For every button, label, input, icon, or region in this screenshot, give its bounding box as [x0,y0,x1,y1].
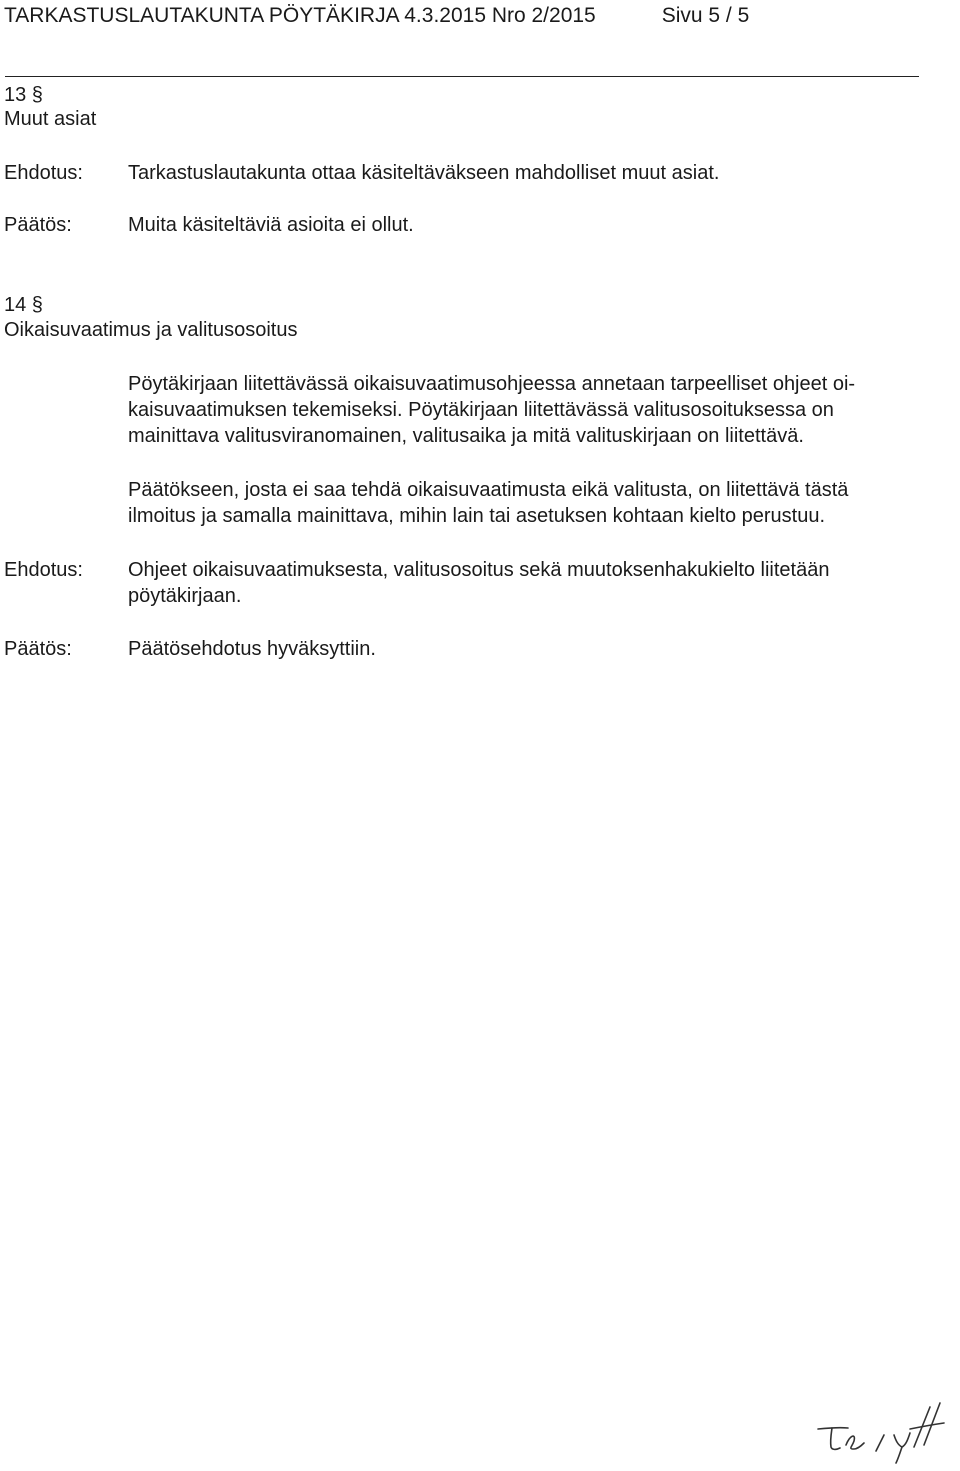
paragraph-line: Päätökseen, josta ei saa tehdä oikaisuvaatimusta eikä valitusta, on liitettävä tästä [128,479,849,501]
proposal-label: Ehdotus: [4,162,83,184]
section-number: 14 § [4,294,43,316]
paragraph-line: Pöytäkirjaan liitettävässä oikaisuvaatimusohjeessa annetaan tarpeelliset ohjeet oi- [128,373,856,395]
decision-text: Päätösehdotus hyväksyttiin. [128,638,376,660]
paragraph-line: ilmoitus ja samalla mainittava, mihin lain tai asetuksen kohtaan kielto perustuu. [128,505,826,527]
section-title: Muut asiat [4,108,97,130]
signature-initials-icon [810,1395,950,1465]
document-header [4,4,749,28]
document-title: TARKASTUSLAUTAKUNTA PÖYTÄKIRJA 4.3.2015 Nro 2/2015 [4,4,596,27]
paragraph-line: kaisuvaatimuksen tekemiseksi. Pöytäkirjaan liitettävässä valitusosoituksessa on [128,399,834,421]
proposal-text: Tarkastuslautakunta ottaa käsiteltäväkseen mahdolliset muut asiat. [128,162,720,184]
proposal-text-line: pöytäkirjaan. [128,585,242,607]
paragraph-line: mainittava valitusviranomainen, valitusaika ja mitä valituskirjaan on liitettävä. [128,425,804,447]
decision-label: Päätös: [4,214,72,236]
proposal-label: Ehdotus: [4,559,83,581]
section-title: Oikaisuvaatimus ja valitusosoitus [4,319,298,341]
proposal-text-line: Ohjeet oikaisuvaatimuksesta, valitusosoitus sekä muutoksenhakukielto liitetään [128,559,830,581]
decision-text: Muita käsiteltäviä asioita ei ollut. [128,214,414,236]
section-number: 13 § [4,84,43,106]
header-divider [5,76,919,77]
decision-label: Päätös: [4,638,72,660]
page-number: Sivu 5 / 5 [661,4,750,27]
